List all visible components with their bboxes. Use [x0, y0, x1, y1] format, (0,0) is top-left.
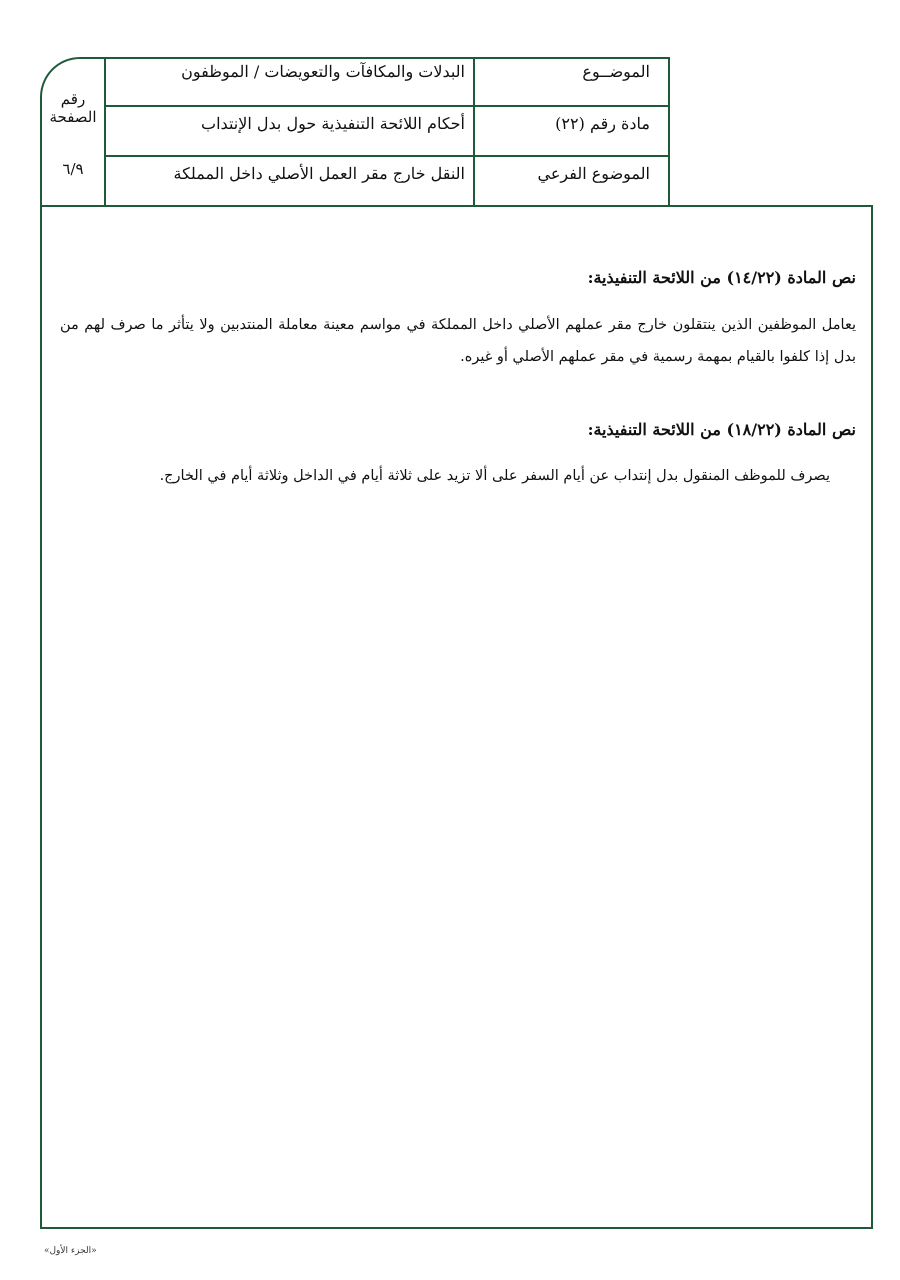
page-number-label: رقم الصفحة	[49, 90, 97, 126]
footer-part-note: «الجزء الأول»	[44, 1246, 97, 1256]
subject-label: الموضــوع	[582, 62, 650, 81]
article-number-label: مادة رقم (٢٢)	[555, 114, 650, 133]
section-text-1: يعامل الموظفين الذين ينتقلون خارج مقر عملهم الأصلي داخل المملكة في مواسم معينة معاملة المنتدبين ولا يتأثر ما صرف لهم من بدل إذا كلفوا بالقيام بمهمة رسمية في مقر عملهم الأصلي أو غيره.	[60, 317, 856, 365]
section-heading-1: نص المادة (١٤/٢٢) من اللائحة التنفيذية:	[587, 268, 856, 287]
subtopic-value: النقل خارج مقر العمل الأصلي داخل المملكة	[173, 164, 465, 183]
subject-value: البدلات والمكافآت والتعويضات / الموظفون	[181, 62, 465, 81]
page-number: ٦/٩	[62, 160, 84, 178]
subtopic-label: الموضوع الفرعي	[537, 164, 650, 183]
section-heading-2: نص المادة (١٨/٢٢) من اللائحة التنفيذية:	[587, 420, 856, 439]
article-title: أحكام اللائحة التنفيذية حول بدل الإنتداب	[201, 114, 465, 133]
section-text-2: يصرف للموظف المنقول بدل إنتداب عن أيام السفر على ألا تزيد على ثلاثة أيام في الداخل وثلاثة أيام في الخارج.	[159, 468, 830, 484]
